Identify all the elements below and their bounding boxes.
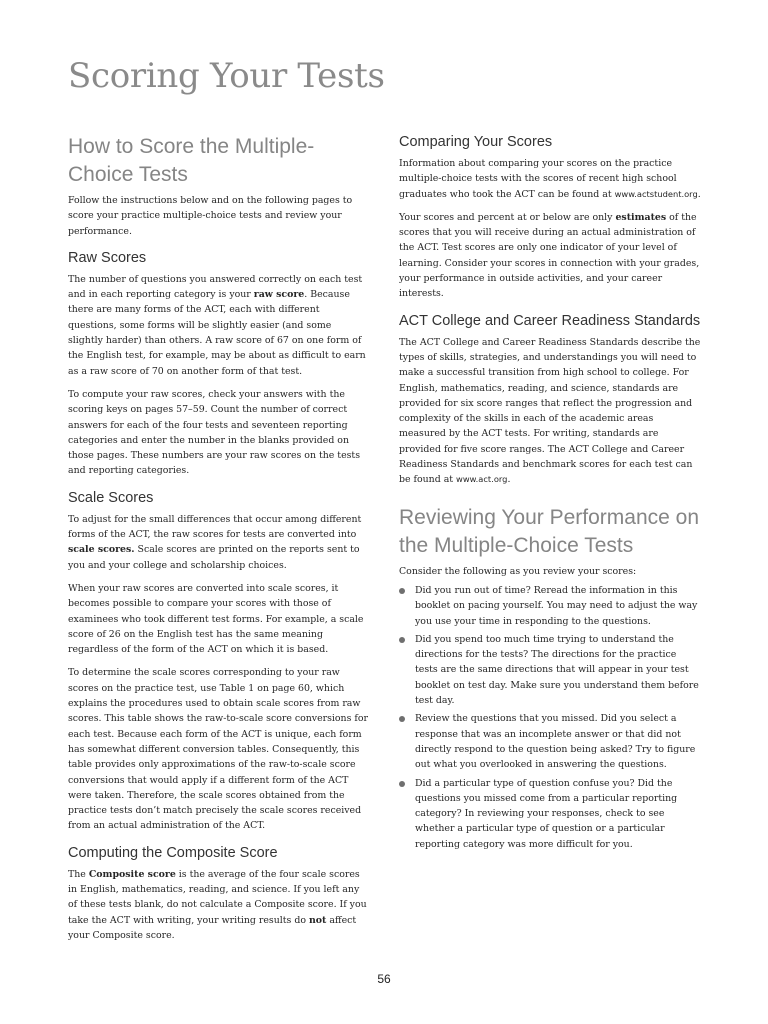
comparing-paragraph-2: Your scores and percent at or below are only estimates of the scores that you will receive during an actual administration of the ACT. Test scores are only one indicator of your level of learning. Consider your scores in connection with your grades, your performance in outside activities, and your career interests. <box>399 211 700 300</box>
standards-paragraph: The ACT College and Career Readiness Standards describe the types of skills, strategies, and understandings you will need to make a successful transition from high school to college. For English, mathematics, reading, and science, standards are provided for six score ranges that reflect the progression and complexity of the skills in each of the academic areas measured by the ACT tests. For writing, standards are provided for five score ranges. The ACT College and Career Readiness Standards and benchmark scores for each test can be found at www.act.org. <box>399 336 701 486</box>
right-column <box>399 133 701 855</box>
act-org-link[interactable]: www.act.org <box>456 474 508 485</box>
scale-scores-paragraph-1: To adjust for the small differences that occur among different forms of the ACT, the raw scores for tests are converted into scale scores. Scale scores are printed on the reports sent to you and your college and scholarship choices. <box>68 513 362 571</box>
scale-scores-paragraph-3: To determine the scale scores corresponding to your raw scores on the practice test, use Table 1 on page 60, which explains the procedures used to obtain scale scores from raw scores. This table shows the raw-to-scale score conversions for each test. Because each form of the ACT is unique, each form has somewhat different conversion tables. Consequently, this table provides only approximations of the raw-to-scale score conversions that would apply if a different form of the ACT were taken. Therefore, the scale scores obtained from the practice tests don’t match precisely the scale scores received from an actual administration of the ACT. <box>68 667 368 832</box>
section-heading-reviewing: Reviewing Your Performance on the Multiple-Choice Tests <box>399 505 700 557</box>
subheading-raw-scores: Raw Scores <box>68 249 147 266</box>
review-bullet-list <box>399 583 701 852</box>
list-item: Did you spend too much time trying to understand the directions for the tests? The directions for the practice tests are the same directions that will appear in your test booklet on test day. Make sure you understand them before test day. <box>399 632 701 708</box>
left-column <box>68 133 368 951</box>
actstudent-link[interactable]: www.actstudent.org <box>614 188 698 199</box>
subheading-comparing-scores: Comparing Your Scores <box>399 134 553 150</box>
bullet-icon <box>399 637 405 643</box>
bullet-icon <box>399 716 405 722</box>
raw-scores-paragraph-2: To compute your raw scores, check your answers with the scoring keys on pages 57–59. Count the number of correct answers for each of the four tests and seventeen reporting categories and enter the number in the blanks provided on those pages. These numbers are your raw scores on the tests and reporting categories. <box>68 388 361 477</box>
comparing-paragraph-1: Information about comparing your scores on the practice multiple-choice tests with the scores of recent high school graduates who took the ACT can be found at www.actstudent.org. <box>399 158 701 200</box>
section-heading-how-to-score: How to Score the Multiple-Choice Tests <box>68 135 315 186</box>
subheading-readiness-standards: ACT College and Career Readiness Standards <box>399 312 701 329</box>
composite-score-paragraph: The Composite score is the average of the four scale scores in English, mathematics, reading, and science. If you left any of these tests blank, do not calculate a Composite score. If you take the ACT with writing, your writing results do not affect your Composite score. <box>68 868 367 941</box>
subheading-scale-scores: Scale Scores <box>68 489 154 506</box>
page-title: Scoring Your Tests <box>68 56 385 96</box>
raw-scores-paragraph-1: The number of questions you answered correctly on each test and in each reporting category is your raw score. Because there are many forms of the ACT, each with different questions, some forms will be slightly easier (and some slightly harder) than others. A raw score of 67 on one form of the English test, for example, may be about as difficult to earn as a raw score of 70 on another form of that test. <box>68 273 366 377</box>
reviewing-intro: Consider the following as you review your scores: <box>399 565 637 577</box>
list-item: Did a particular type of question confuse you? Did the questions you missed come from a particular reporting category? In reviewing your responses, check to see whether a particular type of question or a particular reporting category was more difficult for you. <box>399 776 701 852</box>
list-item: Did you run out of time? Reread the information in this booklet on pacing yourself. You may need to adjust the way you use your time in responding to the questions. <box>399 583 701 629</box>
subheading-composite-score: Computing the Composite Score <box>68 844 278 861</box>
scale-scores-paragraph-2: When your raw scores are converted into scale scores, it becomes possible to compare your scores with those of examinees who took different test forms. For example, a scale score of 26 on the English test has the same meaning regardless of the form of the ACT on which it is based. <box>68 582 364 656</box>
page-number: 56 <box>377 972 391 986</box>
list-item: Review the questions that you missed. Did you select a response that was an incomplete answer or that did not directly respond to the question being asked? Try to figure out what you overlooked in answering the questions. <box>399 711 701 772</box>
bullet-icon <box>399 588 405 594</box>
bullet-icon <box>399 781 405 787</box>
intro-paragraph: Follow the instructions below and on the following pages to score your practice multiple-choice tests and review your performance. <box>68 195 353 237</box>
